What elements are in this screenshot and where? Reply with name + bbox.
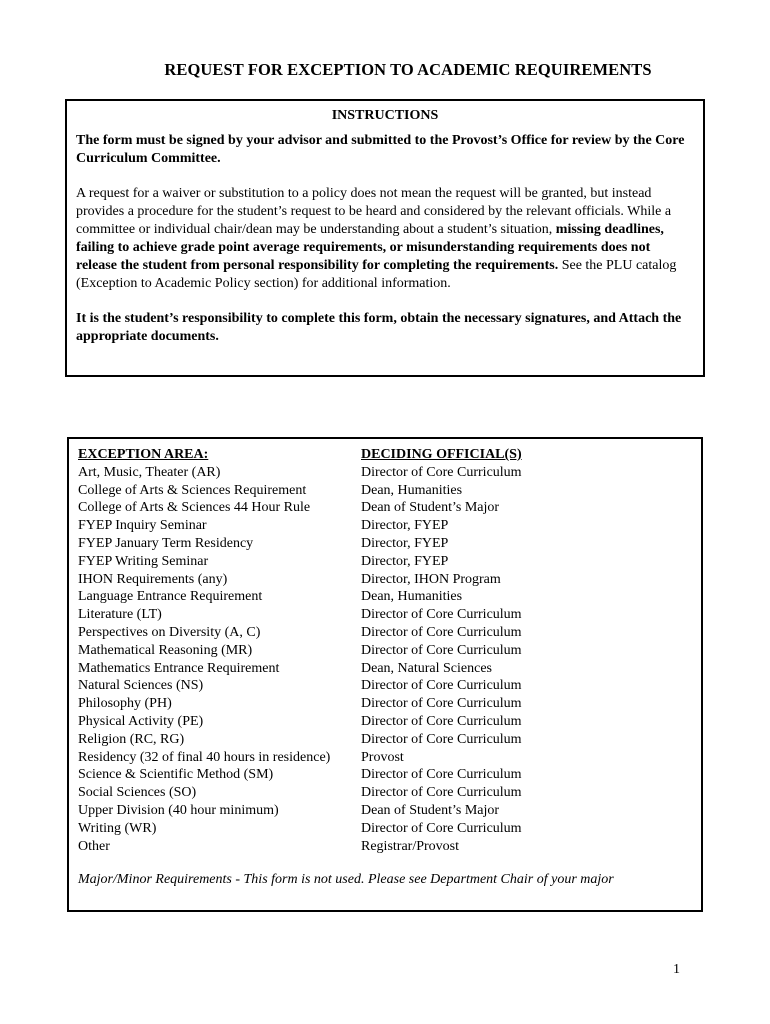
- exception-area-cell: College of Arts & Sciences Requirement: [78, 482, 307, 498]
- deciding-official-cell: Director of Core Curriculum: [361, 678, 522, 694]
- page-title: REQUEST FOR EXCEPTION TO ACADEMIC REQUIREMENTS: [164, 60, 652, 79]
- table-row: [78, 695, 692, 713]
- exception-area-cell: FYEP Writing Seminar: [78, 553, 209, 569]
- exception-area-cell: Religion (RC, RG): [78, 731, 185, 747]
- deciding-official-cell: Director of Core Curriculum: [361, 607, 522, 623]
- exception-area-cell: Residency (32 of final 40 hours in residence): [78, 749, 331, 765]
- exception-area-cell: Language Entrance Requirement: [78, 589, 263, 605]
- exception-area-cell: Philosophy (PH): [78, 696, 172, 712]
- deciding-official-cell: Director of Core Curriculum: [361, 696, 522, 712]
- deciding-official-cell: Director, IHON Program: [361, 571, 501, 587]
- deciding-official-cell: Dean, Humanities: [361, 482, 463, 498]
- deciding-official-cell: Dean of Student’s Major: [361, 500, 500, 516]
- instructions-paragraph-3: It is the student’s responsibility to complete this form, obtain the necessary signatures, and Attach the appropriate documents.: [76, 311, 682, 344]
- exception-area-cell: FYEP Inquiry Seminar: [78, 518, 207, 534]
- exception-area-cell: Literature (LT): [78, 607, 162, 623]
- deciding-official-cell: Director of Core Curriculum: [361, 820, 522, 836]
- exception-area-cell: Art, Music, Theater (AR): [78, 464, 221, 480]
- deciding-official-cell: Director of Core Curriculum: [361, 785, 522, 801]
- table-row: [78, 517, 692, 535]
- instructions-paragraph-2-text: A request for a waiver or substitution to a policy does not mean the request will be granted, but instead provides a procedure for the student’s request to be heard and considered by the relevant officials. While a committee or individual chair/dean may be understanding about a student’s situation,: [76, 186, 672, 237]
- instructions-paragraph-2: [76, 185, 694, 293]
- instructions-paragraph-2-emphasis: missing deadlines, failing to achieve grade point average requirements, or misunderstanding requirements does not release the student from personal responsibility for completing the requirements.: [76, 222, 664, 273]
- table-row: [78, 464, 692, 482]
- table-row: [78, 820, 692, 838]
- deciding-official-cell: Director, FYEP: [361, 535, 449, 551]
- deciding-official-cell: Provost: [361, 749, 404, 765]
- exception-area-cell: IHON Requirements (any): [78, 571, 228, 587]
- deciding-official-cell: Dean of Student’s Major: [361, 802, 500, 818]
- table-row: [78, 677, 692, 695]
- table-row: [78, 749, 692, 767]
- exception-area-header: EXCEPTION AREA:: [78, 447, 209, 462]
- deciding-official-cell: Director of Core Curriculum: [361, 642, 522, 658]
- major-minor-note: Major/Minor Requirements - This form is not used. Please see Department Chair of your major: [78, 872, 614, 888]
- instructions-box: [65, 99, 705, 377]
- table-row: [78, 802, 692, 820]
- exception-area-cell: Perspectives on Diversity (A, C): [78, 624, 261, 640]
- page-number: 1: [673, 962, 680, 977]
- deciding-official-header: DECIDING OFFICIAL(S): [361, 447, 522, 462]
- exception-area-cell: Writing (WR): [78, 820, 157, 836]
- deciding-official-cell: Registrar/Provost: [361, 838, 459, 854]
- deciding-official-cell: Director, FYEP: [361, 518, 449, 534]
- table-row: [78, 838, 692, 856]
- deciding-official-cell: Director of Core Curriculum: [361, 713, 522, 729]
- instructions-paragraph-1: The form must be signed by your advisor and submitted to the Provost’s Office for review by the Core Curriculum Committee.: [76, 133, 685, 166]
- table-row: [78, 588, 692, 606]
- table-row: [78, 553, 692, 571]
- table-row: [78, 499, 692, 517]
- exception-area-cell: FYEP January Term Residency: [78, 535, 254, 551]
- table-row: [78, 482, 692, 500]
- table-row: [78, 606, 692, 624]
- exception-table-header: [78, 446, 692, 464]
- exception-area-cell: Mathematics Entrance Requirement: [78, 660, 280, 676]
- deciding-official-cell: Director of Core Curriculum: [361, 464, 522, 480]
- deciding-official-cell: Director of Core Curriculum: [361, 731, 522, 747]
- table-row: [78, 660, 692, 678]
- exception-area-cell: Other: [78, 838, 110, 854]
- exception-table-rows: [78, 464, 692, 856]
- exception-area-cell: Social Sciences (SO): [78, 785, 197, 801]
- deciding-official-cell: Dean, Humanities: [361, 589, 463, 605]
- table-row: [78, 642, 692, 660]
- deciding-official-cell: Director of Core Curriculum: [361, 624, 522, 640]
- table-row: [78, 535, 692, 553]
- table-row: [78, 766, 692, 784]
- table-row: [78, 571, 692, 589]
- deciding-official-cell: Director of Core Curriculum: [361, 767, 522, 783]
- table-row: [78, 624, 692, 642]
- exception-area-cell: College of Arts & Sciences 44 Hour Rule: [78, 500, 311, 516]
- table-row: [78, 731, 692, 749]
- exception-area-cell: Mathematical Reasoning (MR): [78, 642, 253, 658]
- exception-area-cell: Upper Division (40 hour minimum): [78, 802, 279, 818]
- exception-area-cell: Physical Activity (PE): [78, 713, 204, 729]
- deciding-official-cell: Director, FYEP: [361, 553, 449, 569]
- exception-table-box: [67, 437, 703, 912]
- deciding-official-cell: Dean, Natural Sciences: [361, 660, 492, 676]
- exception-area-cell: Science & Scientific Method (SM): [78, 767, 274, 783]
- instructions-heading: INSTRUCTIONS: [331, 108, 439, 123]
- instructions-paragraph-2-catalog-note: See the PLU catalog (Exception to Academic Policy section) for additional information.: [76, 258, 677, 291]
- exception-area-cell: Natural Sciences (NS): [78, 678, 204, 694]
- table-row: [78, 713, 692, 731]
- table-row: [78, 784, 692, 802]
